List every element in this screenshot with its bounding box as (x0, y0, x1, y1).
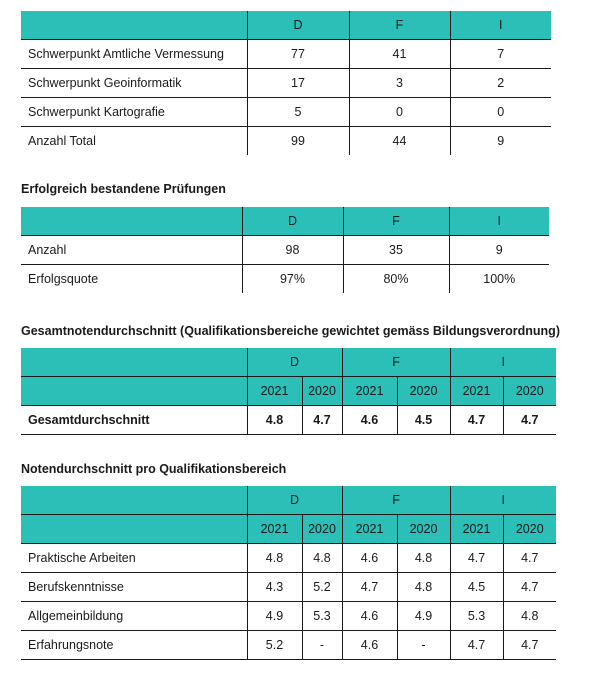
cell-d-2021: 4.3 (247, 573, 302, 602)
table-row (21, 406, 556, 435)
row-label: Schwerpunkt Amtliche Vermessung (21, 40, 247, 69)
table-header-row-years (21, 515, 556, 544)
table-passed-exams (21, 207, 549, 293)
header-year: 2021 (342, 515, 397, 544)
table-header-row (21, 207, 549, 236)
row-label: Erfolgsquote (28, 272, 99, 286)
cell-i: 100% (449, 265, 549, 294)
table-header-row (21, 11, 551, 40)
header-year: 2020 (397, 515, 450, 544)
header-year: 2021 (247, 515, 302, 544)
table-row (21, 631, 556, 660)
cell-f: 80% (343, 265, 449, 294)
row-label: Berufskenntnisse (21, 573, 247, 602)
row-label: Anzahl (21, 236, 242, 265)
cell-d-2020: 5.2 (302, 573, 342, 602)
table-header-row-years (21, 377, 556, 406)
row-label: Erfahrungsnote (21, 631, 247, 660)
table-header-row-groups (21, 348, 556, 377)
cell-d-2021: 4.8 (247, 544, 302, 573)
cell-d-2021: 5.2 (247, 631, 302, 660)
table-row (21, 265, 549, 294)
cell-f-2020: 4.8 (397, 573, 450, 602)
row-label: Schwerpunkt Geoinformatik (21, 69, 247, 98)
header-group-f: F (342, 348, 450, 377)
cell-f-2020: 4.9 (397, 602, 450, 631)
header-year: 2021 (450, 377, 503, 406)
cell-f-2020: - (397, 631, 450, 660)
cell-i-2021: 5.3 (450, 602, 503, 631)
cell-d-2020: 4.7 (302, 406, 342, 435)
cell-i: 2 (450, 69, 551, 98)
header-year: 2020 (503, 515, 556, 544)
cell-f-2021: 4.7 (342, 573, 397, 602)
header-year: 2020 (302, 515, 342, 544)
cell-f: 35 (343, 236, 449, 265)
cell-i-2020: 4.7 (503, 631, 556, 660)
cell-i: 0 (450, 98, 551, 127)
cell-f: 0 (349, 98, 450, 127)
cell-f-2020: 4.5 (397, 406, 450, 435)
header-cell-empty (21, 207, 242, 236)
header-cell-f: F (349, 11, 450, 40)
header-group-i: I (450, 348, 556, 377)
table-header-row-groups (21, 486, 556, 515)
cell-i-2021: 4.7 (450, 544, 503, 573)
section-title-overall-average: Gesamtnotendurchschnitt (Qualifikationsbereiche gewichtet gemäss Bildungsverordnung) (21, 324, 560, 338)
table-row (21, 127, 551, 156)
cell-i-2021: 4.7 (450, 406, 503, 435)
header-year: 2021 (450, 515, 503, 544)
cell-d: 17 (247, 69, 349, 98)
row-label: Anzahl Total (28, 134, 96, 148)
row-label: Allgemeinbildung (21, 602, 247, 631)
cell-i-2020: 4.7 (503, 544, 556, 573)
cell-d-2021: 4.9 (247, 602, 302, 631)
header-year: 2020 (397, 377, 450, 406)
cell-d-2020: 4.8 (302, 544, 342, 573)
cell-i-2020: 4.8 (503, 602, 556, 631)
cell-d-2020: 5.3 (302, 602, 342, 631)
cell-i-2021: 4.7 (450, 631, 503, 660)
header-group-d: D (247, 348, 342, 377)
cell-d: 99 (247, 127, 349, 156)
cell-d-2020: - (302, 631, 342, 660)
header-cell-i: I (449, 207, 549, 236)
header-year: 2021 (342, 377, 397, 406)
table-row (21, 544, 556, 573)
cell-i: 9 (449, 236, 549, 265)
header-year: 2021 (247, 377, 302, 406)
cell-i-2020: 4.7 (503, 573, 556, 602)
header-cell-empty (21, 11, 247, 40)
cell-f: 44 (349, 127, 450, 156)
header-cell-empty (21, 348, 247, 377)
table-row (21, 602, 556, 631)
header-year: 2020 (503, 377, 556, 406)
cell-i-2021: 4.5 (450, 573, 503, 602)
cell-d-2021: 4.8 (247, 406, 302, 435)
header-cell-d: D (247, 11, 349, 40)
cell-f-2021: 4.6 (342, 544, 397, 573)
row-label: Gesamtdurchschnitt (21, 406, 247, 435)
cell-f-2021: 4.6 (342, 631, 397, 660)
table-row (21, 40, 551, 69)
cell-f: 41 (349, 40, 450, 69)
header-cell-empty (21, 486, 247, 515)
table-row (21, 98, 551, 127)
cell-d: 98 (242, 236, 343, 265)
table-row (21, 573, 556, 602)
row-label: Praktische Arbeiten (21, 544, 247, 573)
cell-f-2020: 4.8 (397, 544, 450, 573)
header-year: 2020 (302, 377, 342, 406)
header-cell-d: D (242, 207, 343, 236)
cell-d: 97% (242, 265, 343, 294)
cell-f: 3 (349, 69, 450, 98)
header-cell-f: F (343, 207, 449, 236)
cell-f-2021: 4.6 (342, 602, 397, 631)
header-group-d: D (247, 486, 342, 515)
table-area-average (21, 486, 556, 660)
cell-d: 5 (247, 98, 349, 127)
header-cell-i: I (450, 11, 551, 40)
header-cell-empty (21, 515, 247, 544)
cell-i: 9 (450, 127, 551, 156)
header-group-f: F (342, 486, 450, 515)
table-row (21, 236, 549, 265)
header-cell-empty (21, 377, 247, 406)
row-label: Schwerpunkt Kartografie (21, 98, 247, 127)
header-group-i: I (450, 486, 556, 515)
cell-i-2020: 4.7 (503, 406, 556, 435)
table-overall-average (21, 348, 556, 435)
cell-f-2021: 4.6 (342, 406, 397, 435)
table-row (21, 69, 551, 98)
table-students-by-focus (21, 11, 551, 155)
cell-i: 7 (450, 40, 551, 69)
section-title-exams: Erfolgreich bestandene Prüfungen (21, 182, 226, 196)
cell-d: 77 (247, 40, 349, 69)
section-title-area-average: Notendurchschnitt pro Qualifikationsbereich (21, 462, 287, 476)
